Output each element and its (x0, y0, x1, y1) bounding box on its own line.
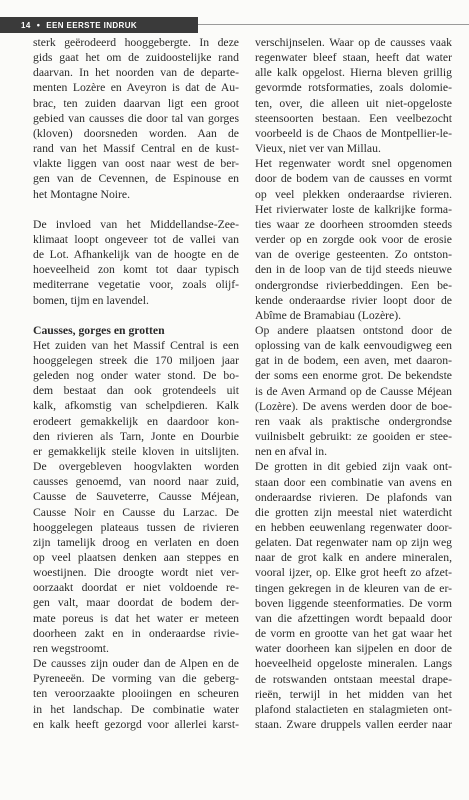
text-line: alle kalk opgelost. Hierna bleven grillig (255, 66, 452, 80)
text-line: (Lozère). De avens werden door de boe- (255, 399, 452, 413)
text-line: ten veroorzaakte plooiingen en scheuren (33, 687, 239, 701)
text-line: boven liggende steenformaties. De vorm (255, 596, 452, 610)
text-line: van die afzettingen wordt bepaald door (255, 611, 452, 625)
text-line: gids gaat het om de zuidoostelijke rand (33, 51, 239, 65)
text-line: kalk, afkomstig van schelpdieren. Kalk (33, 399, 239, 413)
text-line: ten, over, die alleen uit niet-opgeloste (255, 96, 452, 110)
text-line: Abîme de Bramabiau (Lozère). (255, 308, 402, 322)
text-line: ren vaak als praktische ondergrondse (255, 414, 452, 428)
text-line: gebied van causses die door tal van gorges (33, 111, 239, 125)
text-line: (kloven) doorsneden worden. Aan de (33, 126, 239, 140)
text-line: en kalk heeft gezorgd voor allerlei karst- (33, 717, 239, 731)
text-line: gat in de bodem, een aven, met daaron- (255, 354, 452, 368)
header-rule (198, 24, 469, 25)
text-line: kende onderaardse rivier loopt door de (255, 293, 452, 307)
text-line: ren wegstroomt. (33, 641, 109, 655)
text-line: den rivieren als Tarn, Jonte en Dourbie (33, 429, 239, 443)
text-line: gen van de Cevennen, de Espinouse en (33, 172, 239, 186)
text-line: voorbeeld is de Chaos de Montpellier-le- (255, 126, 452, 140)
text-line: brac, ten zuiden daarvan ligt een groot (33, 96, 239, 110)
text-line: Causse de Sauveterre, Causse Méjean, (33, 490, 239, 504)
text-line: woestijnen. Die droogte wordt niet ver- (33, 566, 239, 580)
text-line: tingen gekregen in de kleuren van de er- (255, 581, 452, 595)
text-line: geleden nog onder water stond. De bo- (33, 369, 239, 383)
text-line: de Lot. Afhankelijk van de hoogte en de (33, 248, 239, 262)
text-line: den in de loop van de tijd steeds nieuwe (255, 263, 452, 277)
section-heading: Causses, gorges en grotten (33, 323, 165, 337)
right-paragraph-2 (255, 156, 452, 323)
right-paragraph-1 (255, 35, 452, 156)
text-line: doorheen zakt en in onderaardse rivie- (33, 626, 239, 640)
text-line: naar de grot kalk en andere mineralen, (255, 551, 452, 565)
text-line: Pyreneeën. De vorming van die geberg- (33, 672, 239, 686)
text-line: en hebben eeuwenlang regenwater door- (255, 521, 452, 534)
text-line: hoeveelheid zon komt tot daar typisch (33, 263, 239, 277)
text-line: daarvan. In het noorden van de departe- (33, 66, 239, 80)
text-line: hooggelegen streek die 170 miljoen jaar (33, 353, 239, 367)
text-line: ondergrondse rivierbeddingen. Een be- (255, 278, 452, 292)
text-line: Het regenwater wordt snel opgenomen (255, 157, 452, 171)
text-line: door de bodem van de causses en vormt (255, 172, 452, 186)
left-paragraph-3 (33, 338, 239, 656)
text-line: klimaat loopt ongeveer tot de vallei van (33, 232, 239, 246)
text-line: vlakte liggen van oost naar west de ber- (33, 157, 239, 171)
text-line: staan. Zware druppels vallen eerder naar (255, 718, 452, 732)
text-line: de rotswanden ontstaan meestal drape- (255, 672, 452, 686)
chapter-title: EEN EERSTE INDRUK (46, 20, 138, 30)
text-line: er gemakkelijk steile kloven in uitslijten. (33, 444, 239, 458)
text-line: Op andere plaatsen ontstond door de (255, 323, 452, 337)
text-line: sterk geërodeerd hooggebergte. In deze (33, 36, 239, 49)
text-line: gelaten. Dat regenwater nam op zijn weg (255, 536, 452, 550)
text-line: op veel plaatsen denken aan steppes en (33, 551, 239, 564)
text-line: hooggelegen plateaus tussen de rivieren (33, 520, 239, 534)
right-column (255, 35, 452, 732)
text-line: oorzaakt doordat er niet voldoende re- (33, 581, 239, 595)
text-line: het Montagne Noire. (33, 187, 131, 201)
right-paragraph-3 (255, 323, 452, 459)
text-line: onderaardse rivieren. De plafonds van (255, 490, 452, 504)
text-line: water doorheen kan sijpelen en door de (255, 642, 452, 656)
text-line: gevormde rotsformaties, zoals dolomie- (255, 81, 452, 95)
text-line: rieën, terwijl in het midden van het (255, 687, 452, 701)
text-line: hoeveelheid opgeloste mineralen. Langs (255, 657, 452, 671)
text-line: bomen, tijm en lavendel. (33, 293, 149, 307)
text-line: in het landschap. De combinatie water (33, 702, 239, 716)
left-paragraph-4 (33, 656, 239, 732)
text-line: van de overige gesteenten. Zo ontston- (255, 248, 452, 262)
text-line: erodeert gemakkelijk en daardoor kon- (33, 414, 239, 428)
text-line: is de Aven Armand op de Causse Méjean (255, 384, 452, 398)
text-line: Het zuiden van het Massif Central is een (33, 338, 239, 352)
text-line: ties waar ze doorheen stroomden steeds (255, 217, 452, 231)
left-paragraph-2 (33, 217, 239, 308)
text-line: der soms een enorme grot. De bekendste (255, 369, 452, 383)
text-line: gen valt, maar doordat de bodem der- (33, 596, 239, 610)
text-line: De overgebleven hoogvlakten worden (33, 460, 239, 474)
text-line: Het rivierwater loste de kalkrijke forma- (255, 202, 452, 216)
right-paragraph-4 (255, 459, 452, 732)
text-line: De causses zijn ouder dan de Alpen en de (33, 657, 239, 671)
text-line: regenwater bleef staan, heeft dat water (255, 51, 452, 65)
text-line: De grotten in dit gebied zijn vaak ont- (255, 460, 452, 474)
text-line: causses genoemd, van noord naar zuid, (33, 475, 239, 489)
text-line: vooral ijzer, op. Elke grot heeft zo afzet- (255, 566, 452, 580)
text-line: Causse Noir en Causse du Larzac. De (33, 505, 239, 519)
header-separator: • (36, 20, 41, 30)
text-line: die grotten zijn meestal niet waterdicht (255, 505, 452, 519)
left-paragraph-1 (33, 35, 239, 202)
text-line: De invloed van het Middellandse-Zee- (33, 217, 239, 231)
text-line: de vorm en grootte van het gat waar het (255, 627, 452, 641)
text-line: plafond stalactieten en stalagmieten ont- (255, 702, 452, 716)
text-line: dem bestaat dan ook grotendeels uit (33, 384, 239, 398)
text-line: rand van het Massif Central en de kust- (33, 142, 239, 156)
text-line: nen en afval in. (255, 445, 328, 459)
text-line: menten Lozère en Aveyron is dat de Au- (33, 81, 239, 95)
text-line: verder op en zorgde ook voor de erosie (255, 233, 452, 247)
left-column (33, 35, 239, 732)
text-line: vuilnisbelt gebruikt: ze gooiden er stee- (255, 430, 452, 444)
text-line: oplossing van de kalk eenvoudigweg een (255, 339, 452, 353)
text-line: mate poreus is dat het water er meteen (33, 611, 239, 625)
text-line: staan door een combinatie van avens en (255, 475, 452, 489)
text-line: Vieux, niet ver van Millau. (255, 142, 381, 156)
text-line: steensoorten bestaan. Een veelbezocht (255, 111, 452, 125)
text-line: verschijnselen. Waar op de causses vaak (255, 36, 452, 49)
text-line: op veel plekken onderaardse rivieren. (255, 187, 452, 201)
page-number: 14 (21, 20, 31, 30)
text-line: zijn tamelijk droog en verlaten en doen (33, 535, 239, 549)
running-header (0, 17, 198, 33)
text-line: mediterrane vegetatie voor, zoals olijf- (33, 278, 239, 292)
